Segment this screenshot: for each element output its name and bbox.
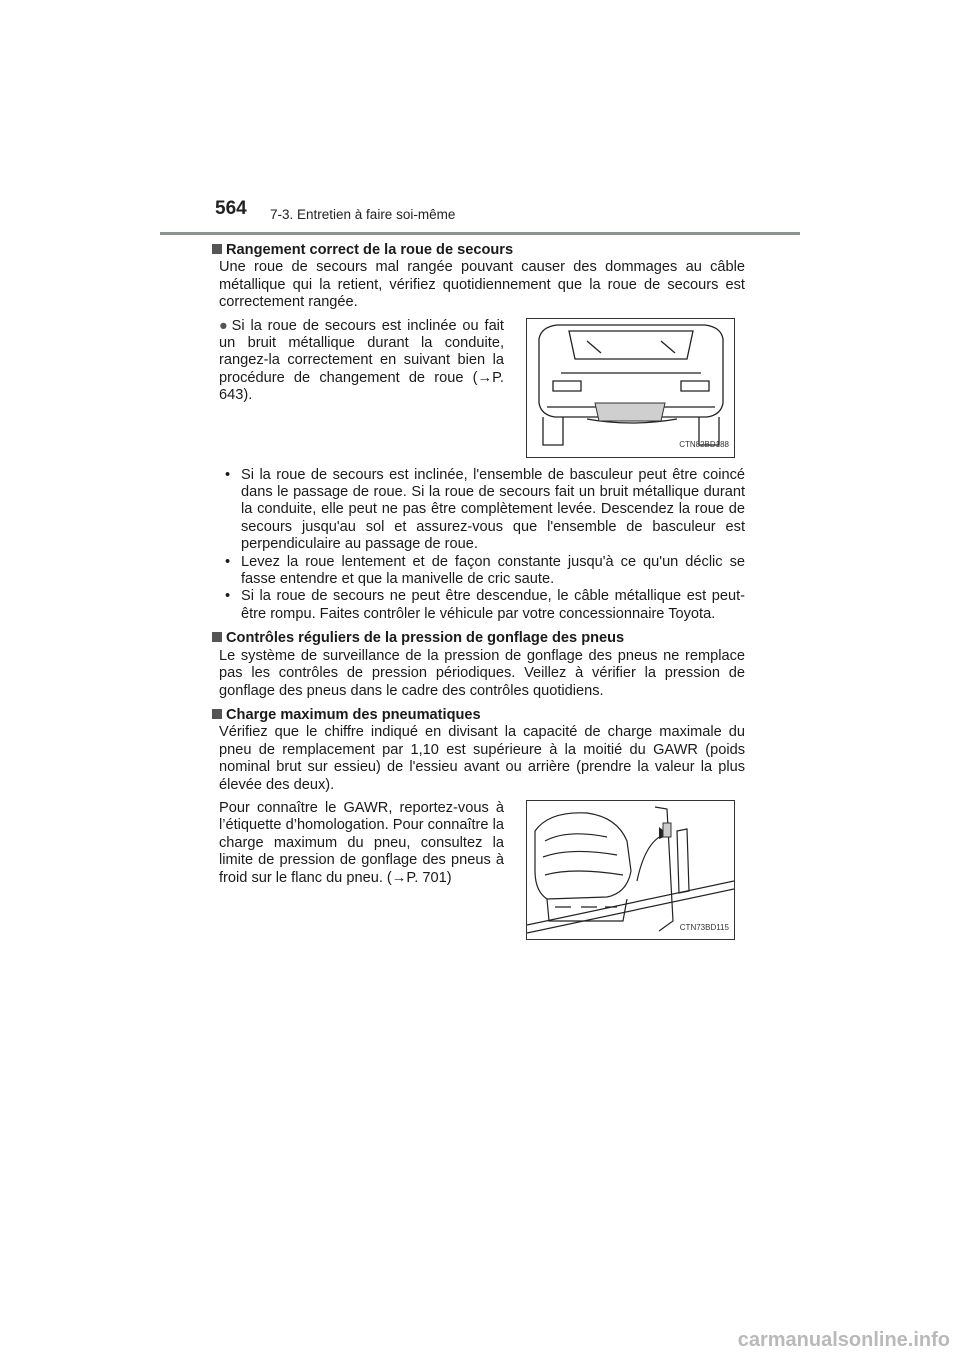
figure-code: CTN82BD188 [679, 440, 729, 450]
bullet-text: Si la roue de secours est inclinée ou fait un bruit métallique durant la conduite, rangez-la correctement en suivant bien la procédure de changement de roue (→P. 643). [219, 317, 504, 404]
sub-bullet-list [210, 467, 745, 624]
list-item: • Si la roue de secours ne peut être descendue, le câble métallique est peut-être rompu. Faites contrôler le véhicule par votre concessionnaire Toyota. [219, 588, 745, 623]
section-heading [212, 242, 745, 259]
round-bullet-icon: ● [219, 317, 230, 334]
pressure-paragraph: Le système de surveillance de la pression de gonflage des pneus ne remplace pas les contrôles de pression périodiques. Veillez à vérifier la pression de gonflage des pneus dans le cadre des contrôles quotidiens. [219, 647, 745, 699]
header-rule [160, 232, 800, 235]
door-pillar-figure [526, 800, 735, 940]
square-bullet-icon [212, 244, 222, 254]
page-number: 564 [215, 198, 247, 219]
figure-row [219, 800, 745, 940]
square-bullet-icon [212, 709, 222, 719]
figure-paragraph: Pour connaître le GAWR, reportez-vous à l’étiquette d’homologation. Pour connaître la charge maximum du pneu, consultez la limite de pression de gonflage des pneus à froid sur le flanc du pneu. (→P. 701) [219, 799, 504, 886]
intro-paragraph: Une roue de secours mal rangée pouvant causer des dommages au câble métallique qui la retient, vérifiez quotidiennement que la roue de secours est correctement rangée. [219, 259, 745, 311]
spare-wheel-section [210, 242, 745, 623]
heading-text: Rangement correct de la roue de secours [226, 242, 514, 258]
section-title: 7-3. Entretien à faire soi-même [270, 207, 456, 222]
pressure-section [210, 630, 745, 700]
section-heading [212, 630, 745, 647]
heading-text: Charge maximum des pneumatiques [226, 706, 481, 723]
page-content [210, 242, 745, 947]
square-bullet-icon [212, 632, 222, 642]
figure-row [219, 318, 745, 458]
load-paragraph: Vérifiez que le chiffre indiqué en divisant la capacité de charge maximale du pneu de remplacement par 1,10 est supérieure à la moitié du GAWR (poids nominal brut sur essieu) de l'essieu avant ou arrière (prendre la valeur la plus élevée des deux). [219, 724, 745, 793]
section-heading [212, 707, 745, 724]
page-header [0, 0, 960, 240]
watermark-site: carmanualsonline.info [737, 1329, 950, 1351]
vehicle-rear-figure [526, 318, 735, 458]
load-section [210, 707, 745, 940]
figure-code: CTN73BD115 [679, 922, 729, 932]
heading-text: Contrôles réguliers de la pression de gonflage des pneus [226, 630, 625, 647]
bullet-paragraph [219, 318, 504, 405]
list-item: • Si la roue de secours est inclinée, l'ensemble de basculeur peut être coincé dans le passage de roue. Si la roue de secours fait un bruit métallique durant la conduite, elle peut ne pas être complètement levée. Descendez la roue de secours jusqu'au sol et assurez-vous que l'ensemble de basculeur est perpendiculaire au passage de roue. [219, 467, 745, 554]
list-item: • Levez la roue lentement et de façon constante jusqu'à ce qu'un déclic se fasse entendre et que la manivelle de cric saute. [219, 554, 745, 589]
